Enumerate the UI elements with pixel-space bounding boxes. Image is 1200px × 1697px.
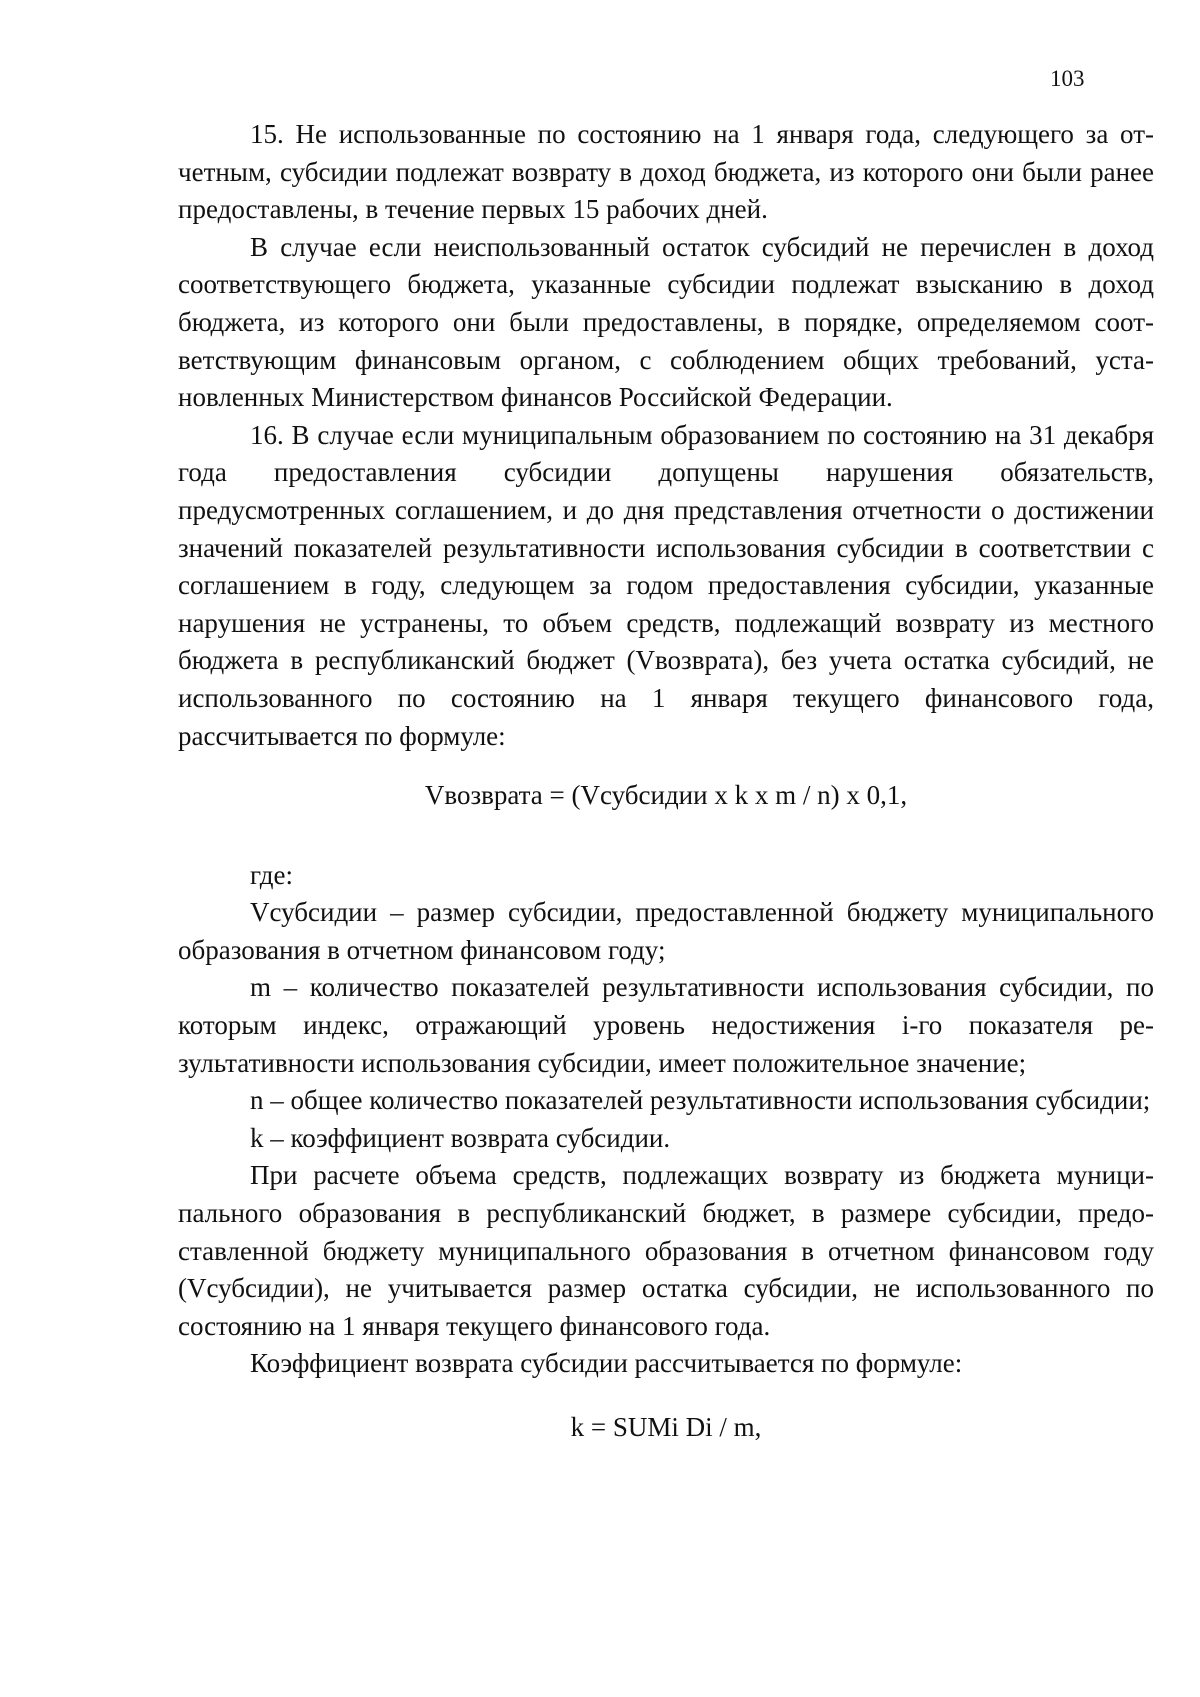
paragraph-item-15: 15. Не использованные по состоянию на 1 января года, следующего за отчетным, субсидии подлежат возврату в доход бюджета, из которого они были ранее предоставлены, в течение первых 15 рабочих дней. [178, 119, 1154, 225]
formula-return-volume: Vвозврата = (Vсубсидии x k x m / n) x 0,1, [424, 780, 908, 811]
definitions-intro: где: [250, 859, 293, 890]
definition-m: m – количество показателей результативности использования субсидии, по которым индекс, отражающий уровень недостижения i-го показателя результативности использования субсидии, имеет положительное значение; [178, 972, 1154, 1078]
definition-v-subsidy: Vсубсидии – размер субсидии, предоставленной бюджету муниципального образования в отчетном финансовом году; [178, 897, 1154, 965]
formula-coefficient: k = SUMi Di / m, [570, 1412, 762, 1442]
page-number: 103 [1050, 66, 1085, 91]
paragraph-calculation-note: При расчете объема средств, подлежащих возврату из бюджета муниципального образования в республиканский бюджет, в размере субсидии, предоставленной бюджету муниципального образования в отчетном финансовом году (Vсубсидии), не учитывается размер остатка субсидии, не использованного по состоянию на 1 января текущего финансового года. [178, 1160, 1154, 1341]
paragraph-coefficient-intro: Коэффициент возврата субсидии рассчитывается по формуле: [250, 1348, 963, 1379]
definition-n: n – общее количество показателей результативности использования субсидии; [250, 1085, 1151, 1116]
paragraph-item-16: 16. В случае если муниципальным образованием по состоянию на 31 декабря года предоставления субсидии допущены нарушения обязательств, предусмотренных соглашением, и до дня представления отчетности о достижении значений показателей результативности использования субсидии в соответствии с соглашением в году, следующем за годом предоставления субсидии, указанные нарушения не устранены, то объем средств, подлежащий возврату из местного бюджета в республиканский бюджет (Vвозврата), без учета остатка субсидий, не использованного по состоянию на 1 января текущего финансового года, рассчитывается по формуле: [178, 419, 1154, 751]
document-body [178, 116, 1154, 1447]
paragraph-unspent-balance: В случае если неиспользованный остаток субсидий не перечислен в доход соответствующего бюджета, указанные субсидии подлежат взысканию в доход бюджета, из которого они были предоставлены, в порядке, определяемом соответствующим финансовым органом, с соблюдением общих требований, установленных Министерством финансов Российской Федерации. [178, 231, 1154, 413]
definition-k: k – коэффициент возврата субсидии. [250, 1122, 671, 1153]
